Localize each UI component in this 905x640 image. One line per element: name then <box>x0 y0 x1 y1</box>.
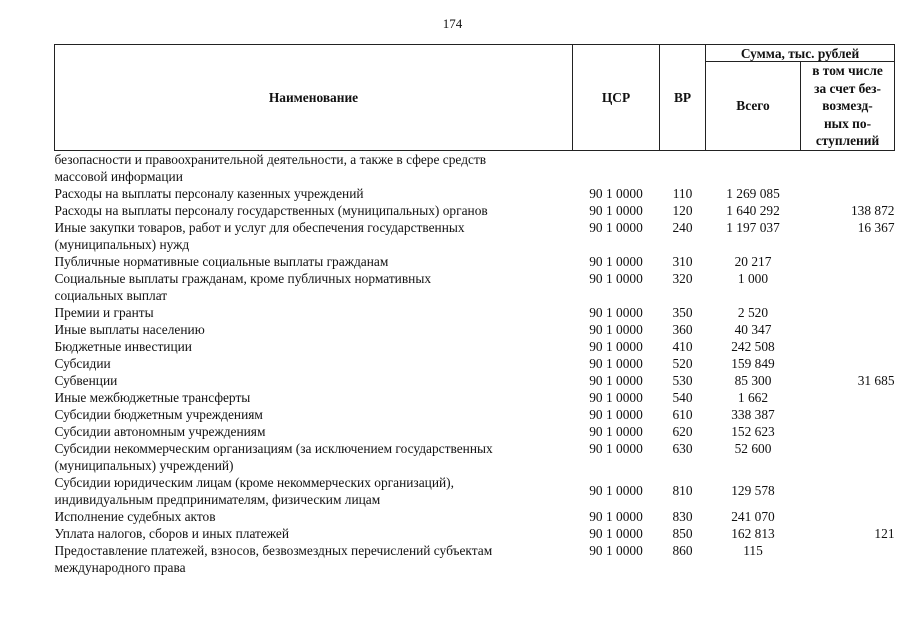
row-total: 85 300 <box>734 372 772 388</box>
row-total: 338 387 <box>731 406 775 422</box>
row-vr: 630 <box>672 440 693 456</box>
row-csr: 90 1 0000 <box>589 219 643 235</box>
row-name <box>55 304 573 321</box>
table-row <box>55 508 895 525</box>
row-name <box>55 474 573 508</box>
row-vr: 350 <box>672 304 693 320</box>
table-row <box>55 253 895 270</box>
row-name <box>55 406 573 423</box>
row-name <box>55 338 573 355</box>
header-grants-line: ступлений <box>815 133 880 148</box>
row-grants <box>801 406 895 423</box>
row-total: 115 <box>743 542 763 558</box>
row-name-line: Расходы на выплаты персоналу казенных учреждений <box>54 185 364 201</box>
table-row <box>55 542 895 576</box>
row-total: 1 640 292 <box>726 202 780 218</box>
row-vr: 120 <box>672 202 693 218</box>
row-total: 2 520 <box>737 304 769 320</box>
table-row <box>55 389 895 406</box>
table-row <box>55 423 895 440</box>
row-vr: 850 <box>672 525 693 541</box>
row-name-line: Премии и гранты <box>54 304 154 320</box>
row-name-line: Уплата налогов, сборов и иных платежей <box>54 525 290 541</box>
row-csr: 90 1 0000 <box>589 542 643 558</box>
header-vr: ВР <box>660 45 706 151</box>
row-name <box>55 202 573 219</box>
row-csr: 90 1 0000 <box>589 508 643 524</box>
row-csr: 90 1 0000 <box>589 304 643 320</box>
row-name <box>55 185 573 202</box>
row-name-line: Бюджетные инвестиции <box>54 338 192 354</box>
table-row <box>55 525 895 542</box>
header-grants <box>801 62 895 151</box>
row-name-line: Предоставление платежей, взносов, безвозмездных перечислений субъектам <box>54 542 493 558</box>
row-vr: 520 <box>672 355 693 371</box>
row-name-line: (муниципальных) нужд <box>54 236 190 252</box>
row-grants <box>801 440 895 474</box>
row-total: 1 000 <box>737 270 769 286</box>
table-row <box>55 219 895 253</box>
row-grants <box>801 542 895 576</box>
row-csr: 90 1 0000 <box>589 372 643 388</box>
table-row <box>55 372 895 389</box>
row-csr: 90 1 0000 <box>589 270 643 286</box>
row-name <box>55 270 573 304</box>
row-total: 242 508 <box>731 338 775 354</box>
table-row <box>55 474 895 508</box>
row-vr: 810 <box>672 483 693 498</box>
row-grants <box>801 423 895 440</box>
table-row <box>55 270 895 304</box>
row-csr: 90 1 0000 <box>589 423 643 439</box>
header-grants-line: ных по- <box>823 115 872 131</box>
row-vr: 320 <box>672 270 693 286</box>
row-csr: 90 1 0000 <box>589 440 643 456</box>
header-name: Наименование <box>55 45 573 151</box>
continuation-row <box>55 150 895 185</box>
row-csr: 90 1 0000 <box>589 525 643 541</box>
header-sum: Сумма, тыс. рублей <box>706 45 895 62</box>
row-total: 162 813 <box>731 525 775 541</box>
row-grants: 121 <box>874 525 895 541</box>
page-number: 174 <box>442 16 463 31</box>
row-name <box>55 542 573 576</box>
row-csr: 90 1 0000 <box>589 389 643 405</box>
table-row <box>55 202 895 219</box>
table-row <box>55 338 895 355</box>
row-name <box>55 253 573 270</box>
row-grants <box>801 270 895 304</box>
row-name <box>55 372 573 389</box>
table-row <box>55 185 895 202</box>
row-csr: 90 1 0000 <box>589 185 643 201</box>
row-name <box>55 321 573 338</box>
table-header <box>55 45 895 151</box>
row-vr: 240 <box>672 219 693 235</box>
row-grants <box>801 355 895 372</box>
row-total: 1 662 <box>737 389 769 405</box>
row-vr: 830 <box>672 508 693 524</box>
row-grants: 16 367 <box>857 219 895 235</box>
row-name-line: Субсидии автономным учреждениям <box>54 423 266 439</box>
table-row <box>55 440 895 474</box>
row-name-line: Субсидии юридическим лицам (кроме некоммерческих организаций), <box>54 474 454 490</box>
row-grants <box>801 304 895 321</box>
row-total: 129 578 <box>731 483 775 498</box>
table-row <box>55 406 895 423</box>
row-name-line: Исполнение судебных актов <box>54 508 216 524</box>
row-total: 152 623 <box>731 423 775 439</box>
row-vr: 410 <box>672 338 693 354</box>
row-total: 159 849 <box>731 355 775 371</box>
row-name-line: (муниципальных) учреждений) <box>54 457 234 473</box>
budget-table <box>54 44 895 576</box>
row-total: 1 197 037 <box>726 219 780 235</box>
row-name-line: индивидуальным предпринимателям, физическим лицам <box>54 491 381 507</box>
header-grants-line: в том числе <box>812 63 883 78</box>
table-body <box>55 150 895 576</box>
row-name-line: Социальные выплаты гражданам, кроме публичных нормативных <box>54 270 432 286</box>
row-name-line: Субсидии <box>54 355 111 371</box>
row-vr: 310 <box>672 253 693 269</box>
row-name-line: Субсидии бюджетным учреждениям <box>54 406 263 422</box>
row-name-line: Субвенции <box>54 372 118 388</box>
row-total: 20 217 <box>734 253 772 269</box>
row-vr: 610 <box>672 406 693 422</box>
row-csr: 90 1 0000 <box>589 406 643 422</box>
row-grants <box>801 389 895 406</box>
row-grants <box>801 185 895 202</box>
header-csr: ЦСР <box>573 45 660 151</box>
row-name <box>55 508 573 525</box>
row-csr: 90 1 0000 <box>589 202 643 218</box>
row-grants <box>801 253 895 270</box>
row-grants <box>801 474 895 508</box>
row-csr: 90 1 0000 <box>589 321 643 337</box>
row-name-line: Иные межбюджетные трансферты <box>54 389 251 405</box>
continuation-line: массовой информации <box>54 168 183 184</box>
table-row <box>55 355 895 372</box>
row-name-line: Иные выплаты населению <box>54 321 205 337</box>
row-total: 241 070 <box>731 508 775 524</box>
row-vr: 860 <box>672 542 693 558</box>
header-grants-line: возмезд- <box>822 98 873 113</box>
row-name-line: международного права <box>54 559 186 575</box>
row-csr: 90 1 0000 <box>589 253 643 269</box>
row-grants <box>801 508 895 525</box>
row-name <box>55 440 573 474</box>
row-name <box>55 389 573 406</box>
row-vr: 110 <box>672 185 693 201</box>
row-name-line: Расходы на выплаты персоналу государственных (муниципальных) органов <box>54 202 488 218</box>
table-row <box>55 304 895 321</box>
row-name <box>55 423 573 440</box>
row-name-line: социальных выплат <box>54 287 168 303</box>
row-total: 1 269 085 <box>726 185 780 201</box>
continuation-line: безопасности и правоохранительной деятельности, а также в сфере средств <box>54 151 487 167</box>
row-grants: 31 685 <box>857 372 895 388</box>
row-name <box>55 219 573 253</box>
row-csr: 90 1 0000 <box>589 355 643 371</box>
row-vr: 360 <box>672 321 693 337</box>
row-grants <box>801 321 895 338</box>
row-name-line: Публичные нормативные социальные выплаты гражданам <box>54 253 389 269</box>
row-name <box>55 525 573 542</box>
row-name-line: Субсидии некоммерческим организациям (за исключением государственных <box>54 440 493 456</box>
row-grants: 138 872 <box>850 202 895 218</box>
row-name <box>55 150 573 185</box>
row-name-line: Иные закупки товаров, работ и услуг для обеспечения государственных <box>54 219 465 235</box>
row-name <box>55 355 573 372</box>
row-total: 40 347 <box>734 321 772 337</box>
row-total: 52 600 <box>734 440 772 456</box>
row-csr: 90 1 0000 <box>589 483 643 498</box>
header-grants-line: за счет без- <box>814 80 881 96</box>
row-vr: 540 <box>672 389 693 405</box>
row-grants <box>801 338 895 355</box>
table-row <box>55 321 895 338</box>
row-csr: 90 1 0000 <box>589 338 643 354</box>
row-vr: 620 <box>672 423 693 439</box>
row-vr: 530 <box>672 372 693 388</box>
header-total: Всего <box>706 62 801 151</box>
